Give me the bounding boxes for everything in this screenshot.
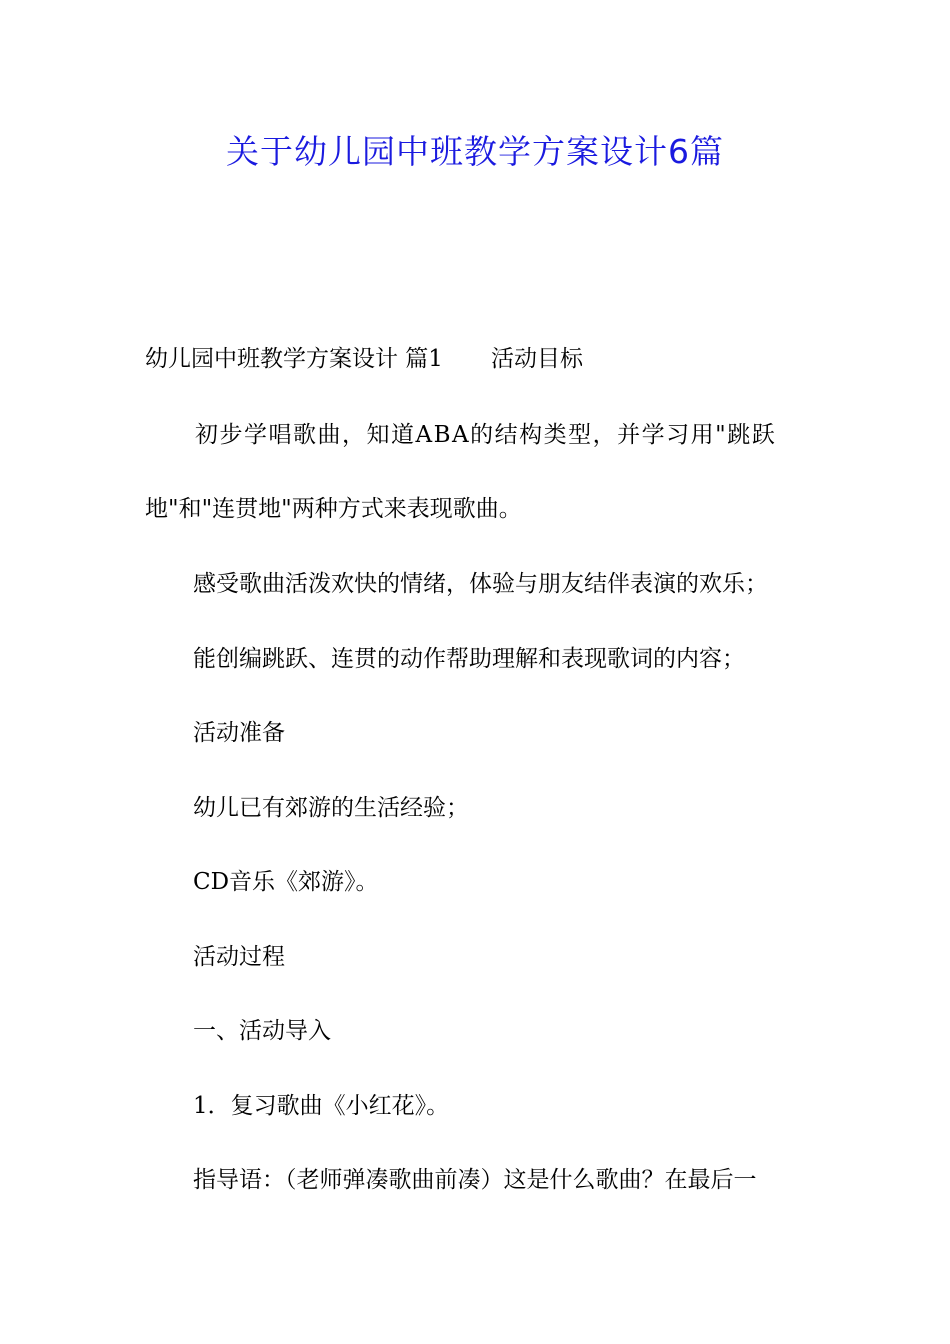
paragraph-line-3: 感受歌曲活泼欢快的情绪，体验与朋友结伴表演的欢乐； [193, 571, 768, 597]
document-title: 关于幼儿园中班教学方案设计6篇 [226, 132, 724, 171]
paragraph-line-2: 地"和"连贯地"两种方式来表现歌曲。 [145, 496, 522, 522]
paragraph-line-1: 初步学唱歌曲，知道ABA的结构类型，并学习用"跳跃 [195, 422, 777, 448]
paragraph-line-4: 能创编跳跃、连贯的动作帮助理解和表现歌词的内容； [193, 646, 745, 672]
subheading-activity-intro: 一、活动导入 [193, 1018, 331, 1044]
subheading-activity-preparation: 活动准备 [193, 720, 285, 746]
paragraph-line-7: CD音乐《郊游》。 [193, 869, 379, 895]
section-subheading: 活动目标 [490, 346, 583, 372]
paragraph-line-10: 1．复习歌曲《小红花》。 [193, 1093, 450, 1119]
paragraph-line-6: 幼儿已有郊游的生活经验； [193, 795, 469, 821]
subheading-activity-process: 活动过程 [193, 944, 285, 970]
paragraph-line-11: 指导语：（老师弹凑歌曲前凑）这是什么歌曲？在最后一 [193, 1167, 757, 1193]
section-heading: 幼儿园中班教学方案设计 篇1 [145, 346, 443, 372]
section-heading-line [145, 343, 583, 375]
